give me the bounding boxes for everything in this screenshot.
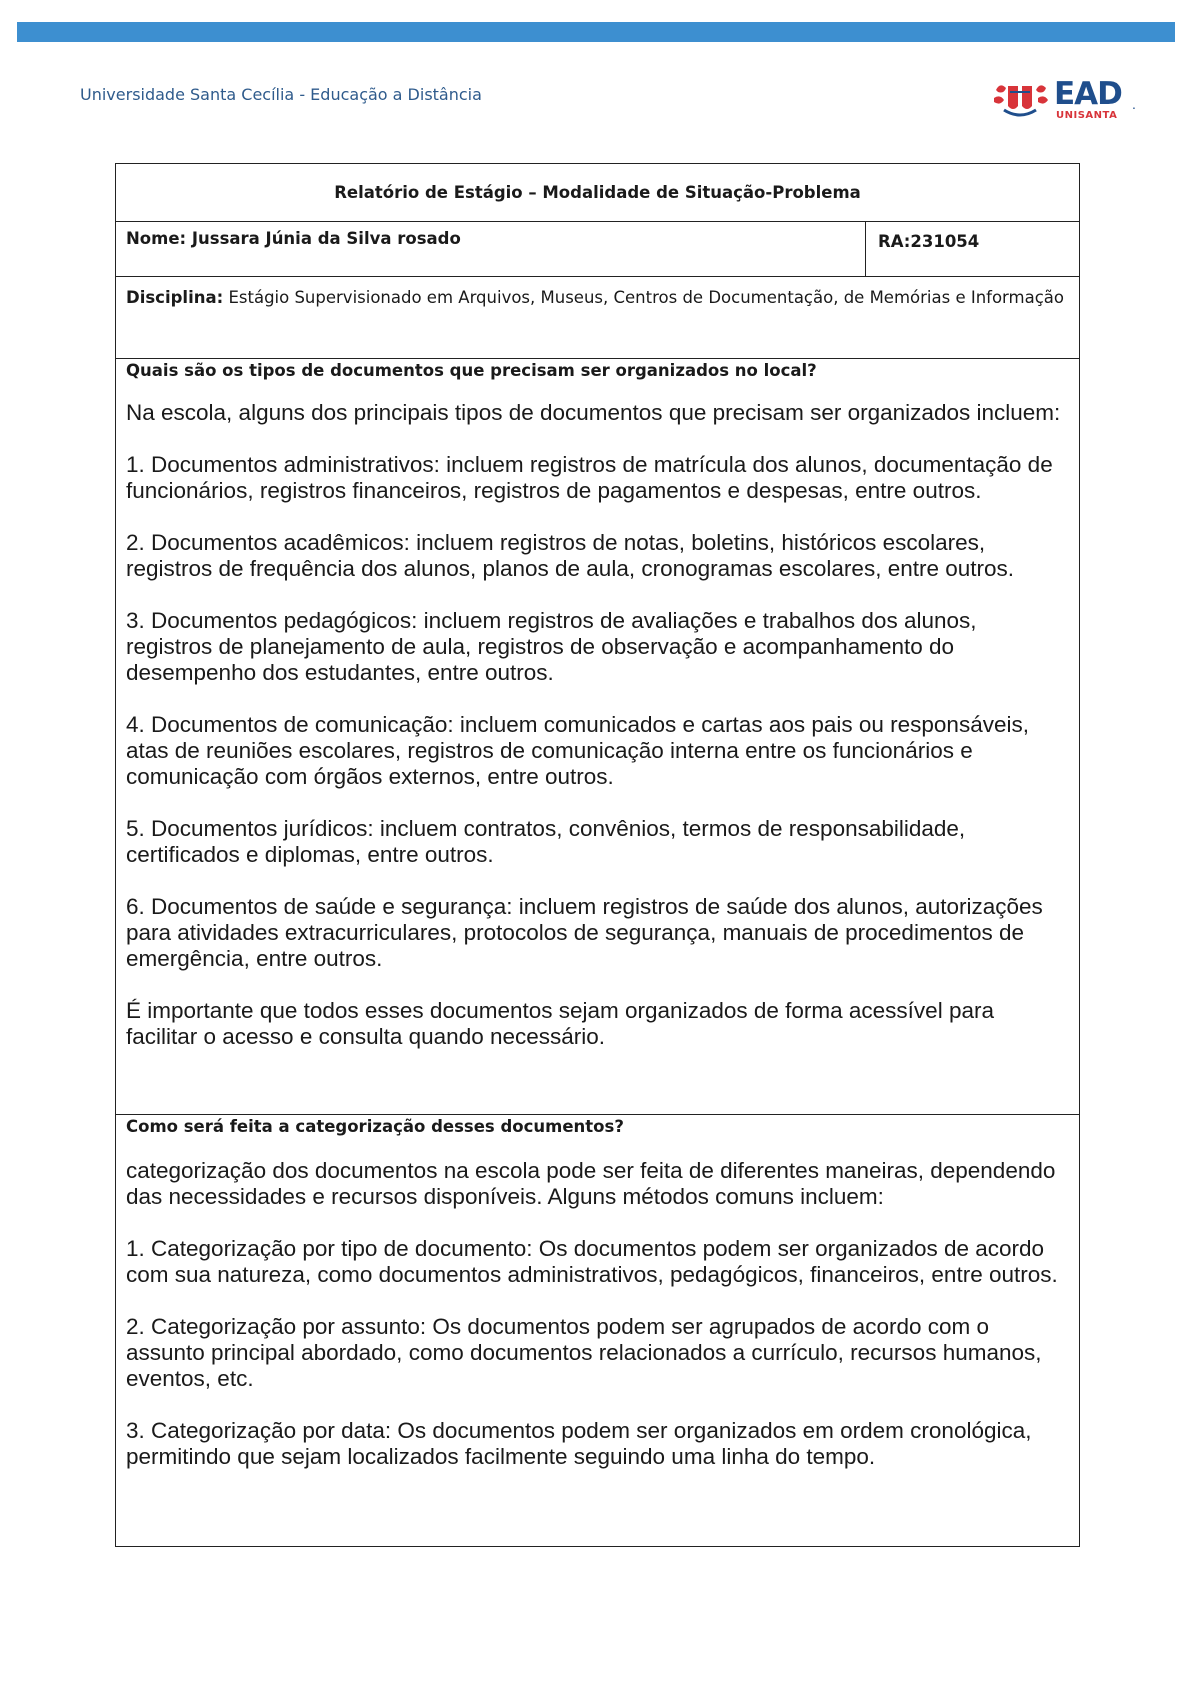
discipline-row [116,277,1079,359]
answer-paragraph: É importante que todos esses documentos sejam organizados de forma acessível para facilitar o acesso e consulta quando necessário. [126,998,994,1049]
answer-paragraph: 5. Documentos jurídicos: incluem contratos, convênios, termos de responsabilidade, certificados e diplomas, entre outros. [126,816,966,867]
unisanta-emblem-icon [992,80,1050,120]
form-title: Relatório de Estágio – Modalidade de Situação-Problema [116,164,1079,222]
question-2-answer [116,1136,1079,1470]
question-1-text: Quais são os tipos de documentos que precisam ser organizados no local? [126,361,817,380]
answer-paragraph: 6. Documentos de saúde e segurança: incluem registros de saúde dos alunos, autorizações para atividades extracurriculares, protocolos de segurança, manuais de procedimentos de emergência, entre outros. [126,894,1043,971]
question-2-section [116,1115,1079,1546]
logo-ead-text: EAD [1054,76,1122,112]
answer-paragraph: 4. Documentos de comunicação: incluem comunicados e cartas aos pais ou responsáveis, atas de reuniões escolares, registros de comunicação interna entre os funcionários e comunicação com órgãos externos, entre outros. [126,712,1029,789]
answer-paragraph: 1. Categorização por tipo de documento: Os documentos podem ser organizados de acordo com sua natureza, como documentos administrativos, pedagógicos, financeiros, entre outros. [126,1236,1058,1287]
question-1-section [116,359,1079,1115]
answer-paragraph: 3. Documentos pedagógicos: incluem registros de avaliações e trabalhos dos alunos, registros de planejamento de aula, registros de observação e acompanhamento do desempenho dos estudantes, entre outros. [126,608,977,685]
answer-paragraph: categorização dos documentos na escola pode ser feita de diferentes maneiras, dependendo das necessidades e recursos disponíveis. Alguns métodos comuns incluem: [126,1158,1056,1209]
logo-unisanta-text: UNISANTA [1056,110,1118,121]
question-2-text: Como será feita a categorização desses documentos? [126,1117,624,1136]
question-1-answer [116,380,1079,1050]
top-color-bar [17,22,1175,42]
answer-paragraph: 2. Documentos acadêmicos: incluem registros de notas, boletins, históricos escolares, registros de frequência dos alunos, planos de aula, cronogramas escolares, entre outros. [126,530,1015,581]
logo-dot: . [1132,96,1136,112]
name-ra-row [116,222,1079,277]
university-name: Universidade Santa Cecília - Educação a Distância [80,85,482,104]
discipline-label: Disciplina: [126,288,224,307]
answer-paragraph: 2. Categorização por assunto: Os documentos podem ser agrupados de acordo com o assunto principal abordado, como documentos relacionados a currículo, recursos humanos, eventos, etc. [126,1314,1042,1391]
answer-paragraph: Na escola, alguns dos principais tipos de documentos que precisam ser organizados incluem: [126,400,1061,425]
student-ra: RA:231054 [878,232,980,251]
ead-unisanta-logo [992,78,1142,124]
student-name: Nome: Jussara Júnia da Silva rosado [116,222,866,276]
internship-report-form [115,163,1080,1547]
answer-paragraph: 1. Documentos administrativos: incluem registros de matrícula dos alunos, documentação de funcionários, registros financeiros, registros de pagamentos e despesas, entre outros. [126,452,1053,503]
discipline-value: Estágio Supervisionado em Arquivos, Museus, Centros de Documentação, de Memórias e Informação [223,288,1065,307]
answer-paragraph: 3. Categorização por data: Os documentos podem ser organizados em ordem cronológica, permitindo que sejam localizados facilmente seguindo uma linha do tempo. [126,1418,1032,1469]
